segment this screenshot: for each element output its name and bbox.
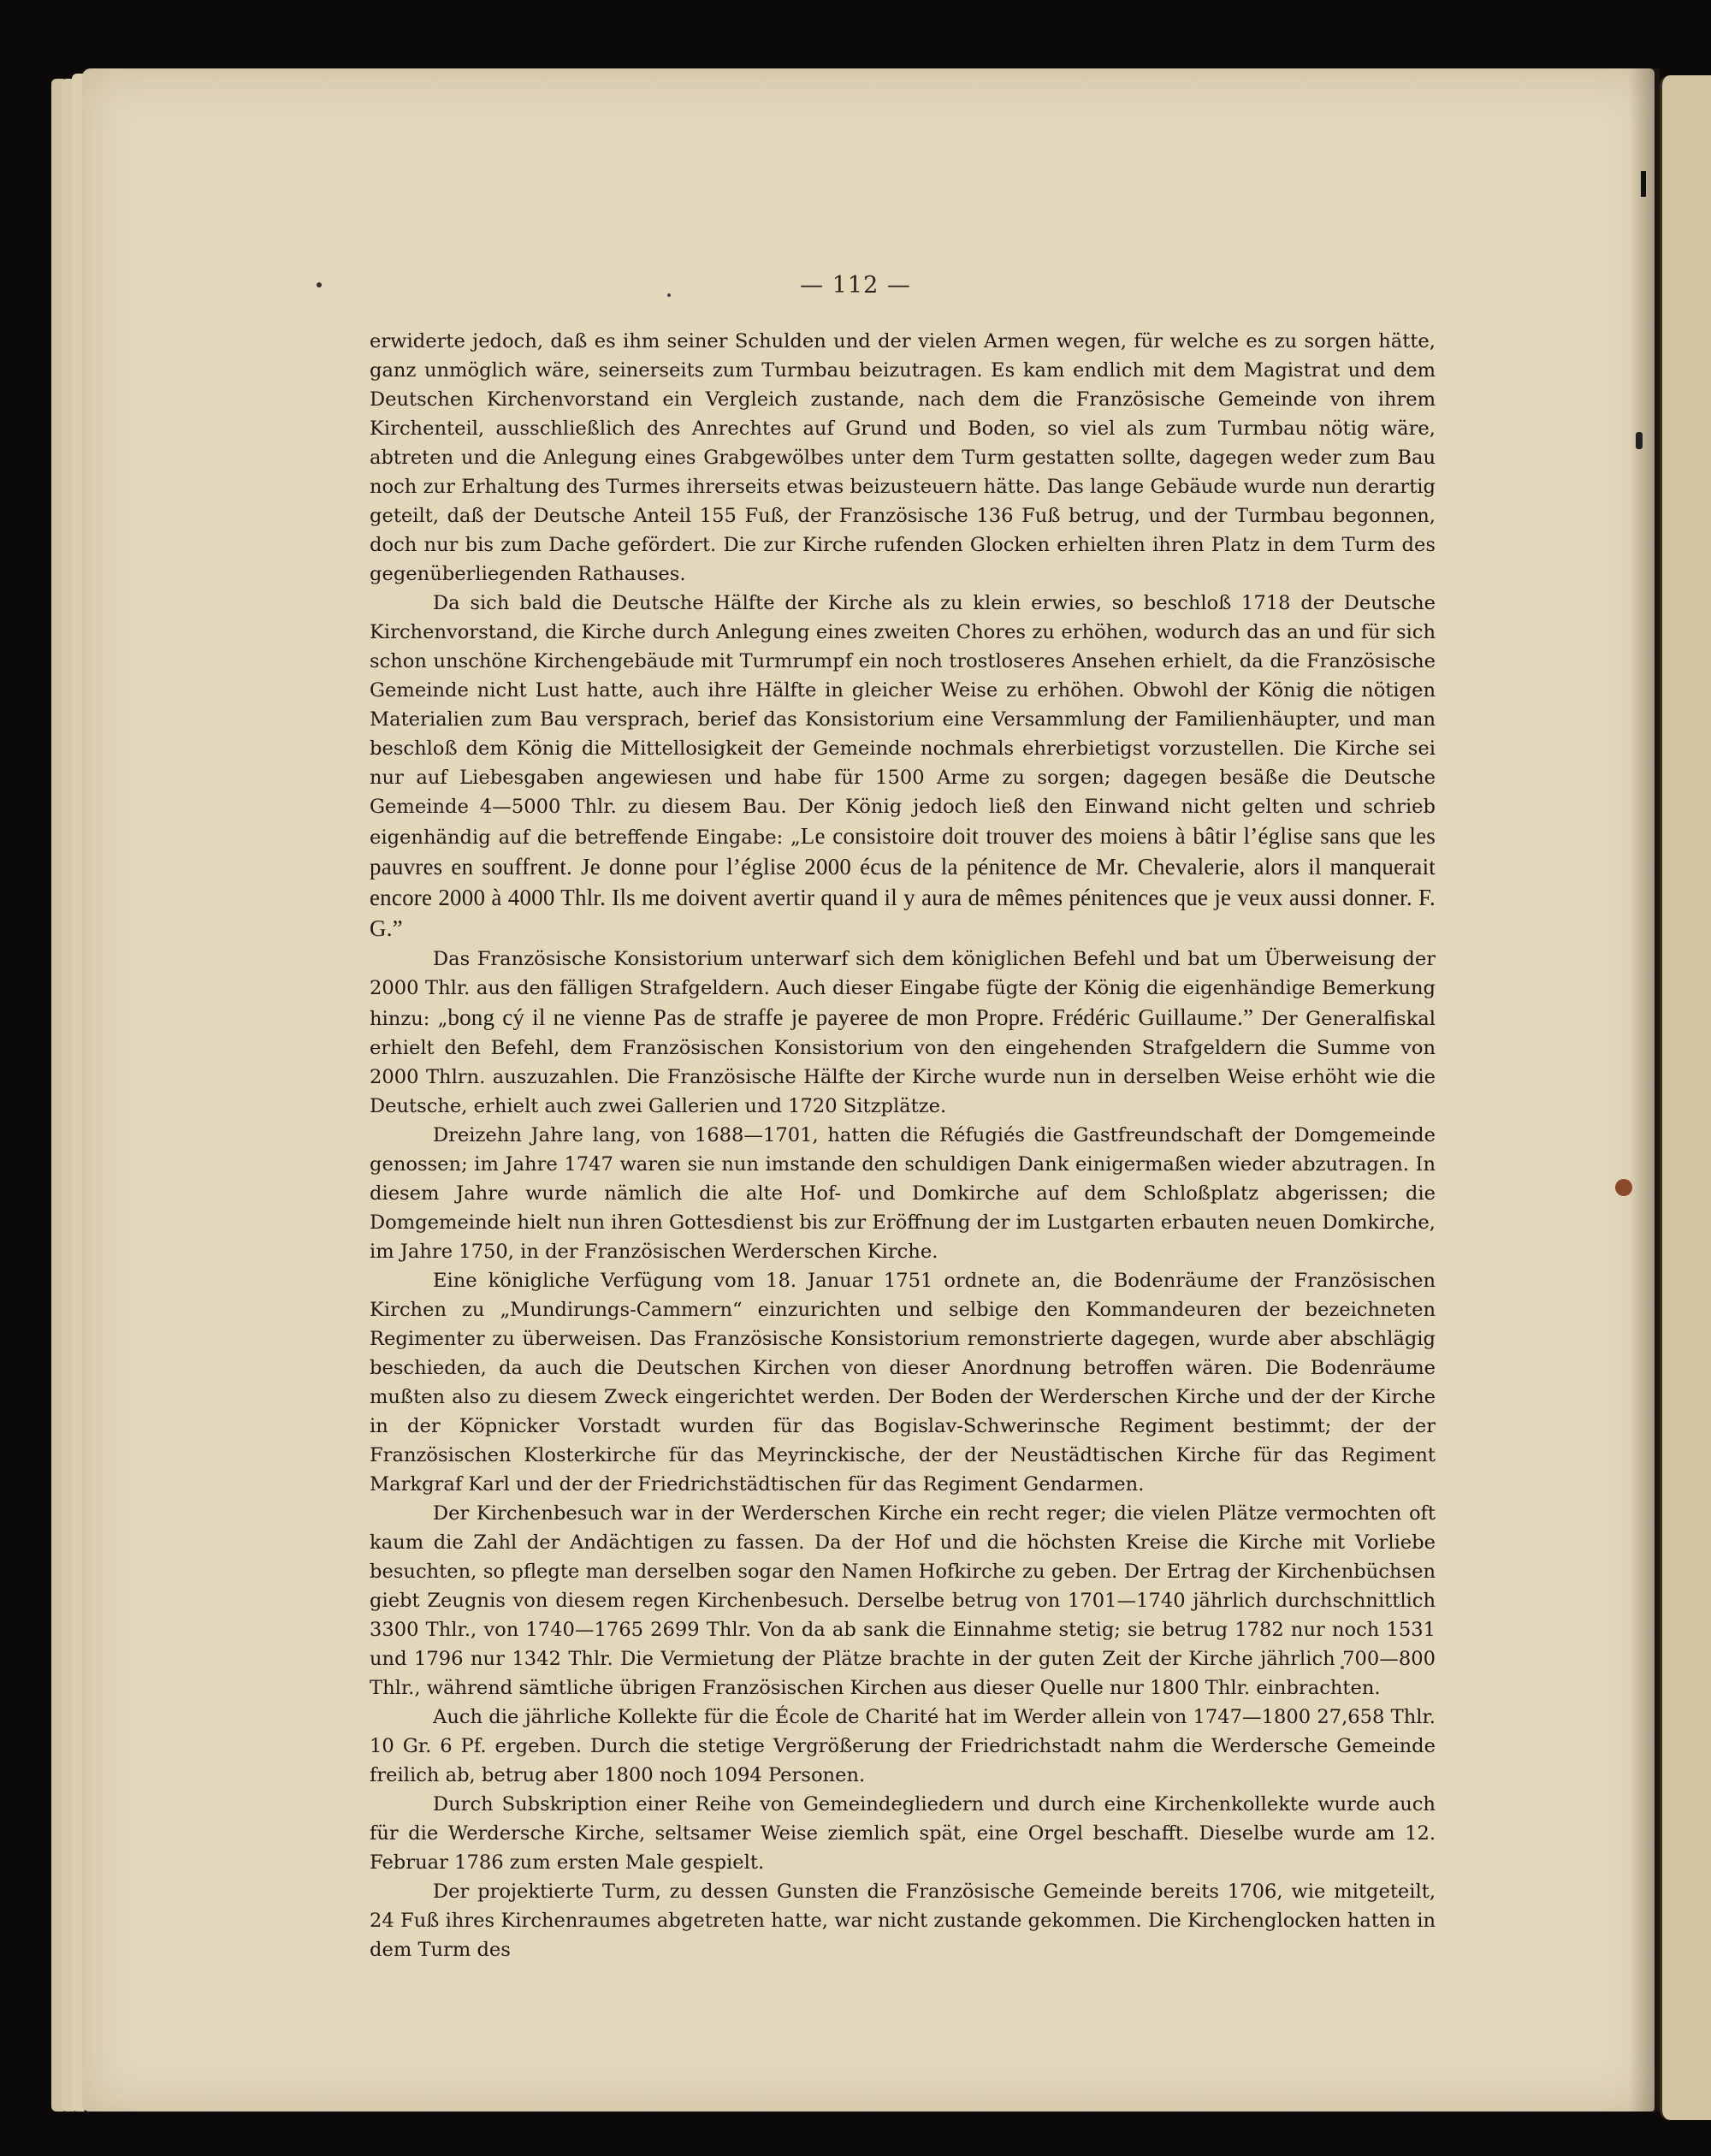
paper-stain [1615, 1179, 1632, 1196]
paragraph: Dreizehn Jahre lang, von 1688—1701, hatten die Réfugiés die Gastfreundschaft der Domgemeinde genossen; im Jahre 1747 waren sie nun imstande den schuldigen Dank einigermaßen wieder abzutragen. In diesem Jahre wurde nämlich die alte Hof- und Domkirche auf dem Schloßplatz abgerissen; die Domgemeinde hielt nun ihren Gottesdienst bis zur Eröffnung der im Lustgarten erbauten neuen Domkirche, im Jahre 1750, in der Französischen Werderschen Kirche. [370, 1124, 1436, 1263]
page-clip-mark [1636, 432, 1643, 449]
paragraph: erwiderte jedoch, daß es ihm seiner Schulden und der vielen Armen wegen, für welche es zu sorgen hätte, ganz unmöglich wäre, seinerseits zum Turmbau beizutragen. Es kam endlich mit dem Magistrat und dem Deutschen Kirchenvorstand ein Vergleich zustande, nach dem die Französische Gemeinde von ihrem Kirchenteil, ausschließlich des Anrechtes auf Grund und Boden, so viel als zum Turmbau nötig wäre, abtreten und die Anlegung eines Grabgewölbes unter dem Turm gestatten sollte, dagegen weder zum Bau noch zur Erhaltung des Turmes ihrerseits etwas beizusteuern hätte. Das lange Gebäude wurde nun derartig geteilt, daß der Deutsche Anteil 155 Fuß, der Französische 136 Fuß betrug, und der Turmbau begonnen, doch nur bis zum Dache gefördert. Die zur Kirche rufenden Glocken erhielten ihren Platz in dem Turm des gegenüberliegenden Rathauses. [370, 330, 1436, 585]
page-clip-mark [1641, 171, 1646, 197]
facing-page-edge [1660, 75, 1711, 2120]
paragraph: Auch die jährliche Kollekte für die École de Charité hat im Werder allein von 1747—1800 27,658 Thlr. 10 Gr. 6 Pf. ergeben. Durch die stetige Vergrößerung der Friedrichstadt nahm die Werdersche Gemeinde freilich ab, betrug aber 1800 noch 1094 Personen. [370, 1706, 1436, 1786]
paragraph: Der projektierte Turm, zu dessen Gunsten die Französische Gemeinde bereits 1706, wie mitgeteilt, 24 Fuß ihres Kirchenraumes abgetreten hatte, war nicht zustande gekommen. Die Kirchenglocken hatten in dem Turm des [370, 1881, 1436, 1961]
paragraph: Das Französische Konsistorium unterwarf sich dem königlichen Befehl und bat um Überweisung der 2000 Thlr. aus den fälligen Strafgeldern. Auch dieser Eingabe fügte der König die eigenhändige Bemerkung hinzu: „bong cý il ne vienne Pas de straffe je payeree de mon Propre. Frédéric Guillaume.” Der Generalfiskal erhielt den Befehl, dem Französischen Konsistorium von den eingehenden Strafgeldern die Summe von 2000 Thlrn. auszuzahlen. Die Französische Hälfte der Kirche wurde nun in derselben Weise erhöht wie die Deutsche, erhielt auch zwei Gallerien und 1720 Sitzplätze. [370, 948, 1436, 1117]
paragraph: Da sich bald die Deutsche Hälfte der Kirche als zu klein erwies, so beschloß 1718 der Deutsche Kirchenvorstand, die Kirche durch Anlegung eines zweiten Chores zu erhöhen, wodurch das an und für sich schon unschöne Kirchengebäude mit Turmrumpf ein noch trostloseres Ansehen erhielt, da die Französische Gemeinde nicht Lust hatte, auch ihre Hälfte in gleicher Weise zu erhöhen. Obwohl der König die nötigen Materialien zum Bau versprach, berief das Konsistorium eine Versammlung der Familienhäupter, und man beschloß dem König die Mittellosigkeit der Gemeinde nochmals ehrerbietigst vorzustellen. Die Kirche sei nur auf Liebesgaben angewiesen und habe für 1500 Arme zu sorgen; dagegen besäße die Deutsche Gemeinde 4—5000 Thlr. zu diesem Bau. Der König jedoch ließ den Einwand nicht gelten und schrieb eigenhändig auf die betreffende Eingabe: „Le consistoire doit trouver des moiens à bâtir l’église sans que les pauvres en souffrent. Je donne pour l’église 2000 écus de la pénitence de Mr. Chevalerie, alors il manquerait encore 2000 à 4000 Thlr. Ils me doivent avertir quand il y aura de mêmes pénitences que je veux aussi donner. F. G.” [370, 592, 1436, 941]
french-quotation: bong cý il ne vienne Pas de straffe je payeree de mon Propre. Frédéric Guillaume.” [447, 1004, 1254, 1030]
paragraph: Eine königliche Verfügung vom 18. Januar 1751 ordnete an, die Bodenräume der Französischen Kirchen zu „Mundirungs-Cammern“ einzurichten und selbige den Kommandeuren der bezeichneten Regimenter zu überweisen. Das Französische Konsistorium remonstrierte dagegen, wurde aber abschlägig beschieden, da auch die Deutschen Kirchen von dieser Anordnung betroffen wären. Die Bodenräume mußten also zu diesem Zweck eingerichtet werden. Der Boden der Werderschen Kirche und der der Kirche in der Köpnicker Vorstadt wurden für das Bogislav-Schwerinsche Regiment bestimmt; der der Französischen Klosterkirche für das Meyrinckische, der der Neustädtischen Kirche für das Regiment Markgraf Karl und der der Friedrichstädtischen für das Regiment Gendarmen. [370, 1270, 1436, 1496]
paragraph: Der Kirchenbesuch war in der Werderschen Kirche ein recht reger; die vielen Plätze vermochten oft kaum die Zahl der Andächtigen zu fassen. Da der Hof und die höchsten Kreise die Kirche mit Vorliebe besuchten, so pflegte man derselben sogar den Namen Hofkirche zu geben. Der Ertrag der Kirchenbüchsen giebt Zeugnis von diesem regen Kirchenbesuch. Derselbe betrug von 1701—1740 jährlich durchschnittlich 3300 Thlr., von 1740—1765 2699 Thlr. Von da ab sank die Einnahme stetig; sie betrug 1782 nur noch 1531 und 1796 nur 1342 Thlr. Die Vermietung der Plätze brachte in der guten Zeit der Kirche jährlich 700—800 Thlr., während sämtliche übrigen Französischen Kirchen aus dieser Quelle nur 1800 Thlr. einbrachten. [370, 1502, 1436, 1699]
page-number: — 112 — [800, 272, 911, 299]
binding-shadow [1629, 68, 1660, 2112]
paragraph: Durch Subskription einer Reihe von Gemeindegliedern und durch eine Kirchenkollekte wurde auch für die Werdersche Kirche, seltsamer Weise ziemlich spät, eine Orgel beschafft. Dieselbe wurde am 12. Februar 1786 zum ersten Male gespielt. [370, 1793, 1436, 1874]
body-text [370, 327, 1436, 1964]
french-quotation: Le consistoire doit trouver des moiens à bâtir l’église sans que les pauvres en souffrent. Je donne pour l’église 2000 écus de la pénitence de Mr. Chevalerie, alors il manquerait encore 2000 à 4000 Thlr. Ils me doivent avertir quand il y aura de mêmes pénitences que je veux aussi donner. F. G.” [370, 823, 1436, 941]
